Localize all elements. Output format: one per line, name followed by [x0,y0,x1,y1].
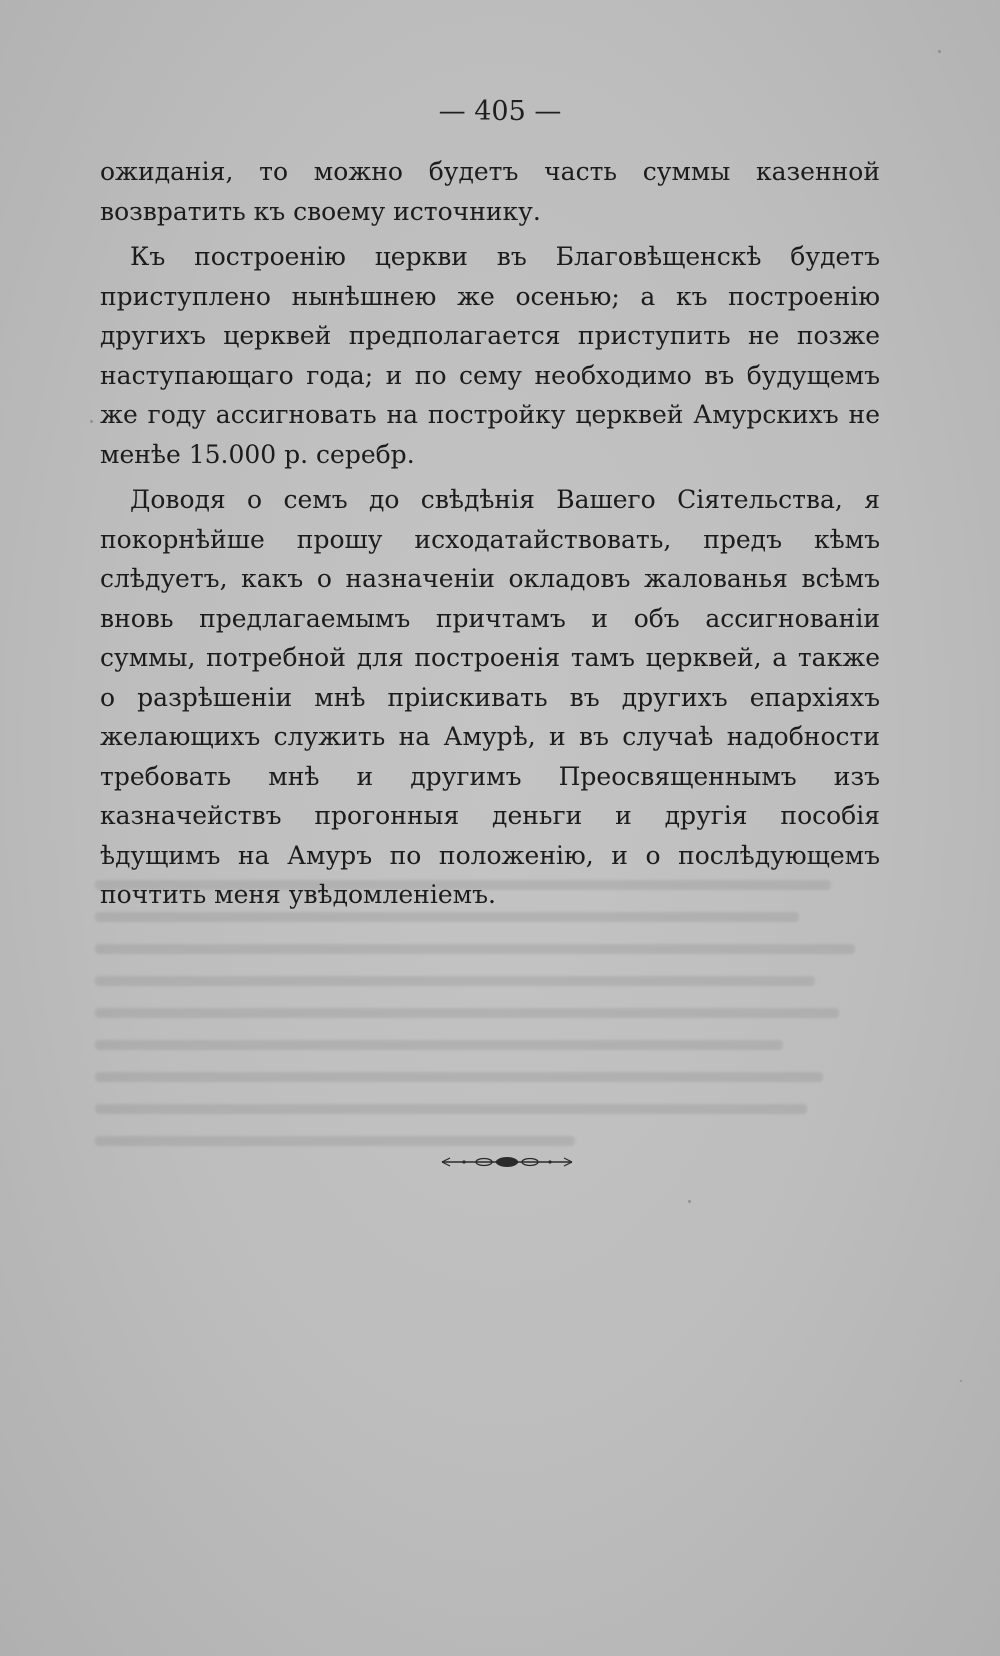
paper-speck [960,1380,962,1382]
decorative-rule-icon [440,1150,574,1174]
paper-speck [688,1200,691,1203]
body-text [100,152,880,921]
bleed-through-text [95,880,895,1240]
paragraph: Къ построенію церкви въ Благовѣщенскѣ будетъ приступлено нынѣшнею же осенью; а къ построенію другихъ церквей предполагается приступить не позже наступающаго года; и по сему необходимо въ будущемъ же году ассигновать на постройку церквей Амурскихъ не менѣе 15.000 р. серебр. [100,242,880,469]
page-number: — 405 — [438,96,562,127]
paper-speck [90,420,93,423]
paragraph: ожиданія, то можно будетъ часть суммы казенной возвратить къ своему источнику. [100,157,880,226]
paragraph: Доводя о семъ до свѣдѣнія Вашего Сіятельства, я покорнѣйше прошу исходатайствовать, предъ кѣмъ слѣдуетъ, какъ о назначеніи окладовъ жалованья всѣмъ вновь предлагаемымъ причтамъ и объ ассигнованіи суммы, потребной для построенія тамъ церквей, а также о разрѣшеніи мнѣ пріискивать въ другихъ епархіяхъ желающихъ служить на Амурѣ, и въ случаѣ надобности требовать мнѣ и другимъ Преосвященнымъ изъ казначействъ прогонныя деньги и другія пособія ѣдущимъ на Амуръ по положенію, и о послѣдующемъ почтить меня увѣдомленіемъ. [100,485,880,909]
paper-speck [938,50,941,53]
